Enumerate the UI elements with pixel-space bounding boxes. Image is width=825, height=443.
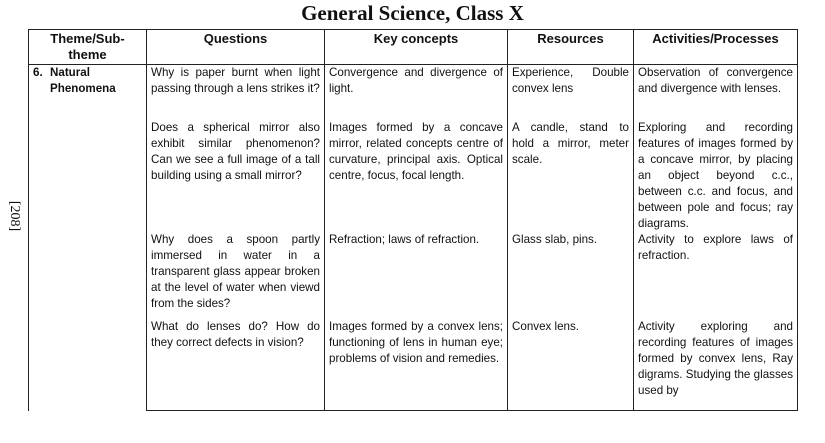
question-cell: Does a spherical mirror also exhibit similar phenomenon? Can we see a full image of a tall building using a small mirror? xyxy=(147,120,325,232)
table-header-row xyxy=(29,30,798,65)
theme-cell xyxy=(29,65,147,411)
page-number xyxy=(3,196,25,236)
theme-name-line1: Natural xyxy=(50,66,90,79)
concepts-cell: Refraction; laws of refraction. xyxy=(325,232,508,319)
header-theme: Theme/Sub-theme xyxy=(29,30,147,65)
concepts-cell: Images formed by a concave mirror, related concepts centre of curvature, principal axis. Optical centre, focus, focal length. xyxy=(325,120,508,232)
theme-name-line2: Phenomena xyxy=(50,82,116,95)
resources-cell: Glass slab, pins. xyxy=(508,232,634,319)
concepts-cell: Images formed by a convex lens; functioning of lens in human eye; problems of vision and remedies. xyxy=(325,319,508,411)
activities-cell: Observation of convergence and divergence with lenses. xyxy=(634,65,798,121)
activities-cell: Exploring and recording features of images formed by a concave mirror, by placing an object beyond c.c., between c.c. and focus, and between pole and focus; ray diagrams. xyxy=(634,120,798,232)
activities-cell: Activity to explore laws of refraction. xyxy=(634,232,798,319)
page-number-text: [208] xyxy=(7,200,22,232)
header-resources: Resources xyxy=(508,30,634,65)
resources-cell: A candle, stand to hold a mirror, meter scale. xyxy=(508,120,634,232)
header-key-concepts: Key concepts xyxy=(325,30,508,65)
syllabus-table xyxy=(28,29,798,411)
table-row xyxy=(29,65,798,121)
header-activities: Activities/Processes xyxy=(634,30,798,65)
theme-number: 6. xyxy=(33,66,43,79)
concepts-cell: Convergence and divergence of light. xyxy=(325,65,508,121)
resources-cell: Experience, Double convex lens xyxy=(508,65,634,121)
activities-cell: Activity exploring and recording features of images formed by convex lens, Ray digrams. Studying the glasses used by xyxy=(634,319,798,411)
question-cell: Why is paper burnt when light passing through a lens strikes it? xyxy=(147,65,325,121)
page-title: General Science, Class X xyxy=(301,1,524,25)
question-cell: What do lenses do? How do they correct defects in vision? xyxy=(147,319,325,411)
header-questions: Questions xyxy=(147,30,325,65)
resources-cell: Convex lens. xyxy=(508,319,634,411)
question-cell: Why does a spoon partly immersed in water in a transparent glass appear broken at the level of water when viewd from the sides? xyxy=(147,232,325,319)
